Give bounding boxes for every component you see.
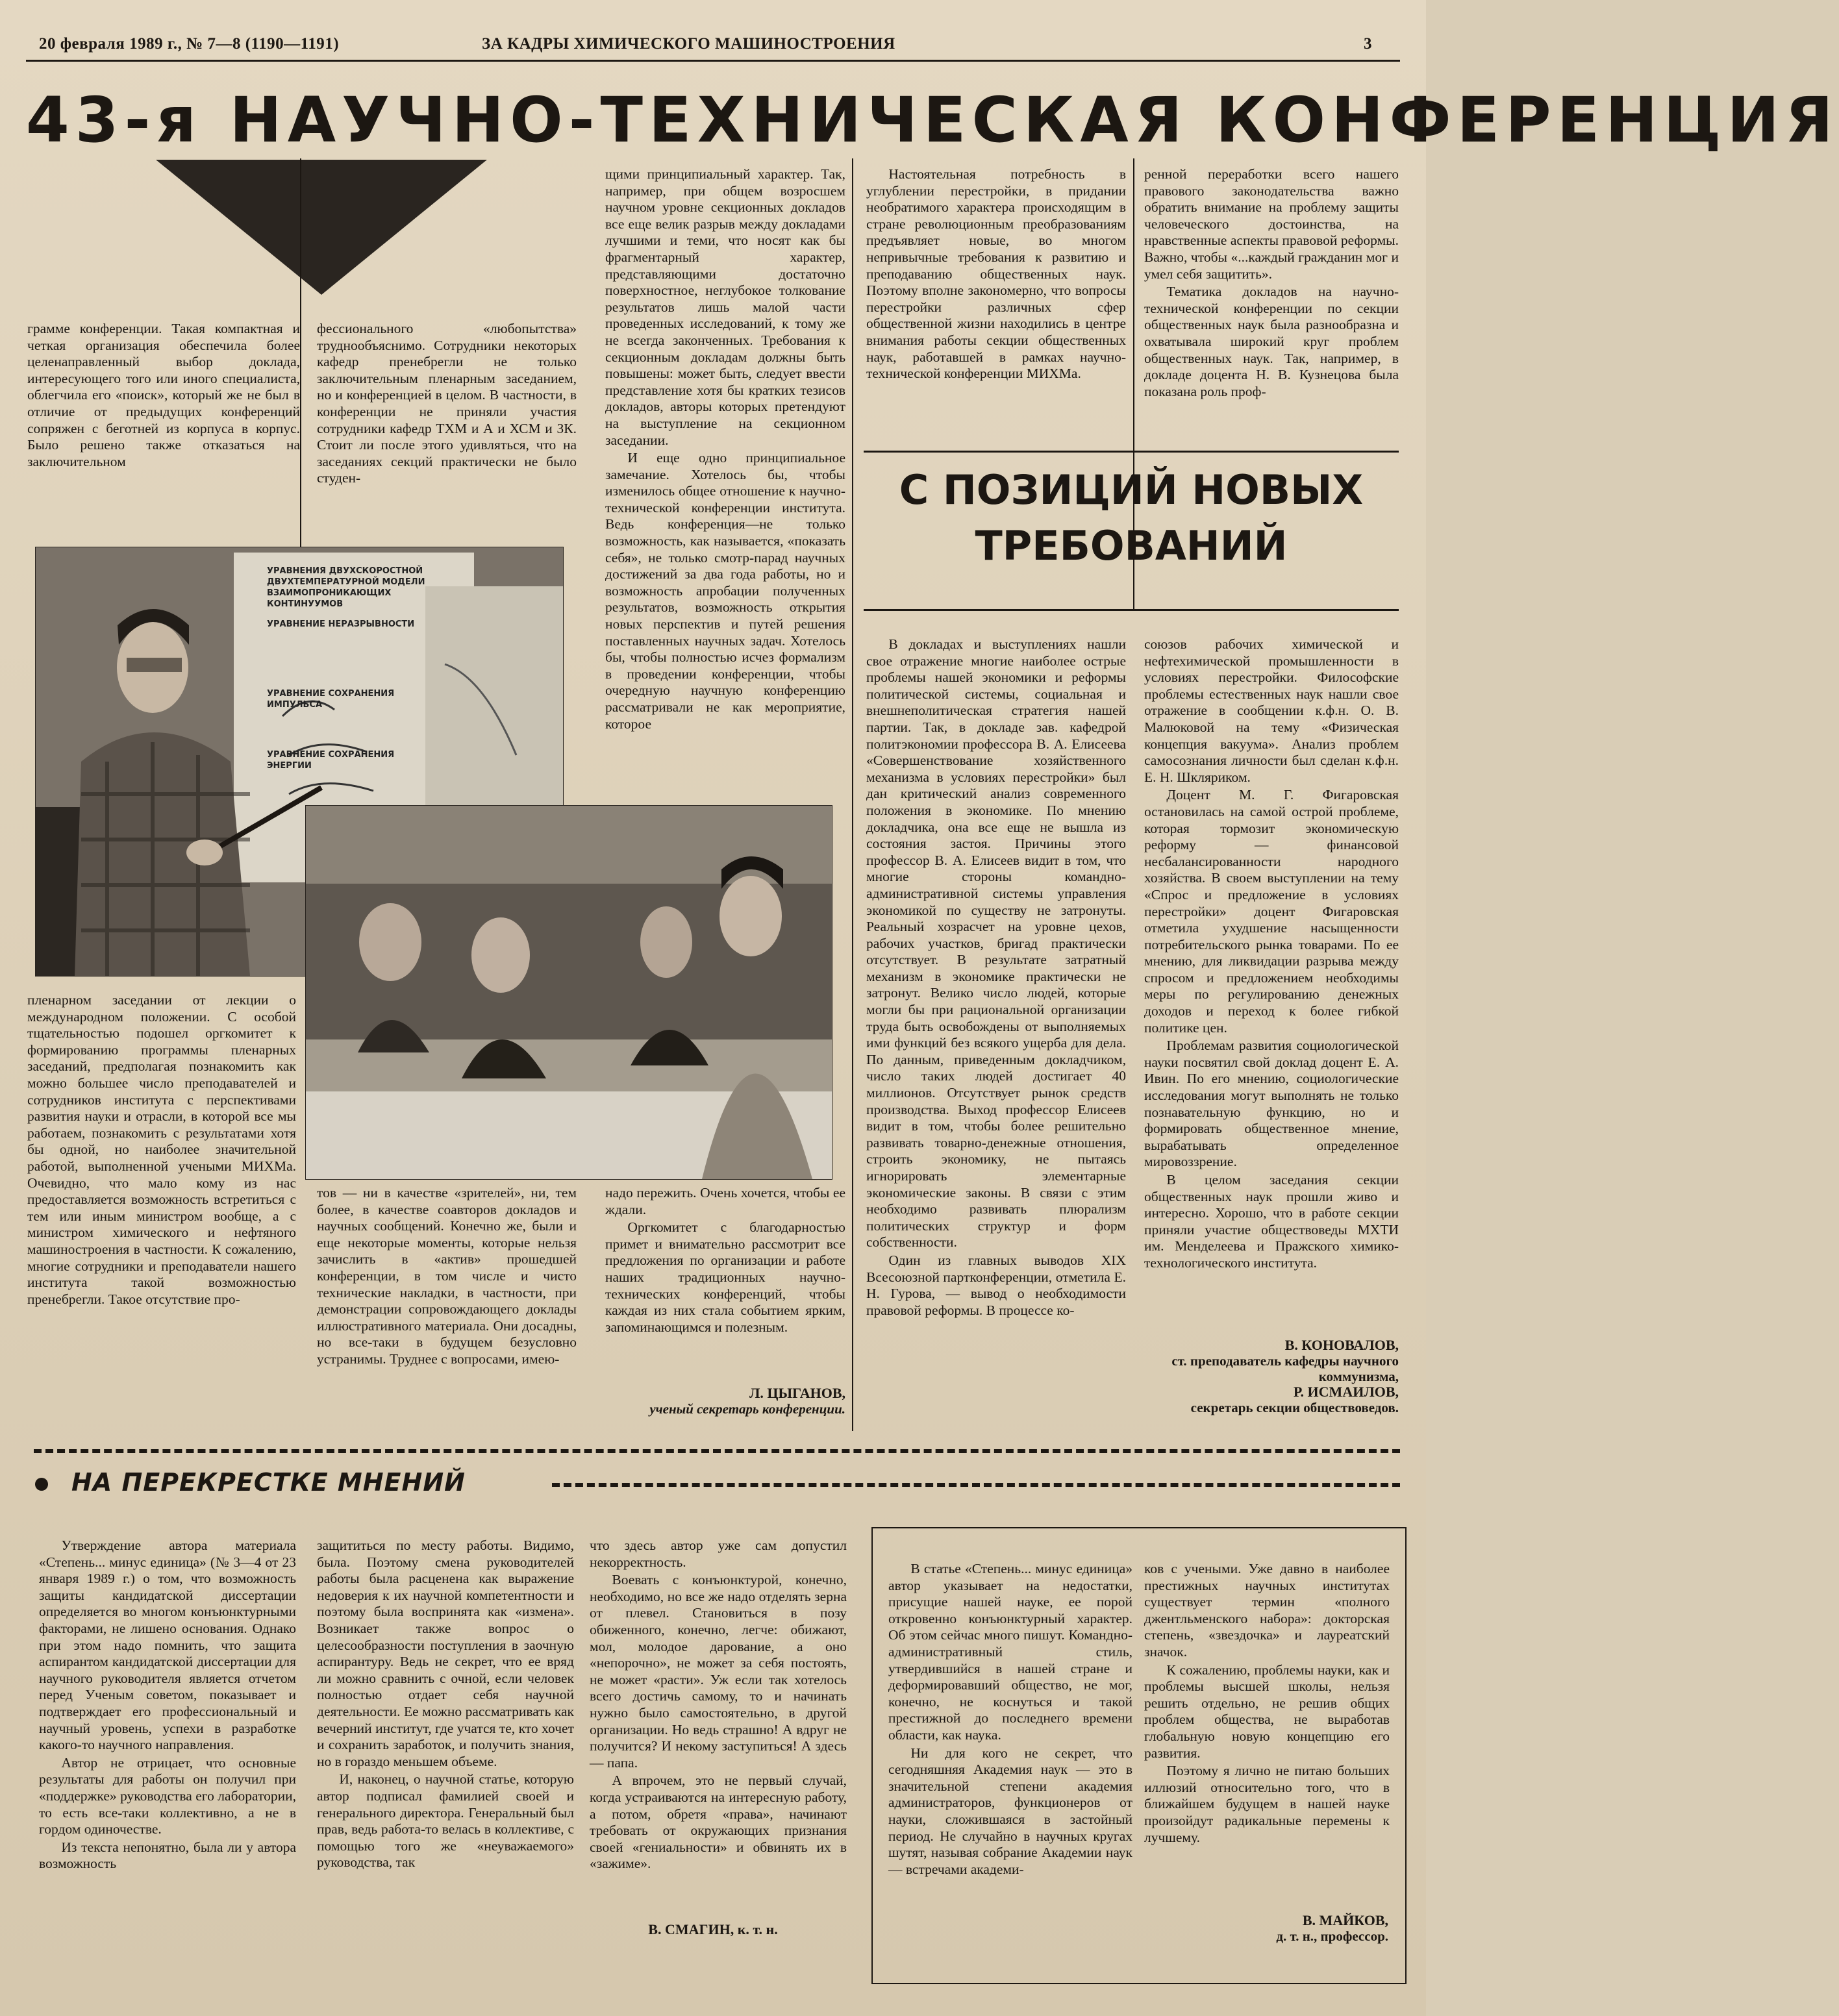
section-rule xyxy=(864,609,1399,611)
crossroads-a1-signature: В. СМАГИН, к. т. н. xyxy=(648,1921,778,1937)
conference-col2-bottom: тов — ни в качестве «зрителей», ни, тем более, в качестве соавторов докладов и научных сообщений. Конечно же, были и еще некоторые моменты, которые нельзя зачислить в «актив» прошедшей конференции, в том числе и чисто технические накладки, в частности, при демонстрации сопровождающего доклады иллюстративного материала. Они досадны, но все-таки в будущем безусловно устранимы. Труднее с вопросами, имею- xyxy=(317,1185,577,1367)
conference-signature: Л. ЦЫГАНОВ, ученый секретарь конференции. xyxy=(649,1385,845,1417)
crossroads-a2-signature: В. МАЙКОВ, д. т. н., профессор. xyxy=(1276,1912,1388,1944)
crossroads-rubric: НА ПЕРЕКРЕСТКЕ МНЕНИЙ xyxy=(71,1468,466,1497)
crossroads-a1-col3: что здесь автор уже сам допустил некорректность. Воевать с конъюнктурой, конечно, необходимо, но все же надо отделять зерна от плевел. Становиться в позу обиженного, конечно, легче: обижают, мол, молодое дарование, а оно «непорочно», не может за себя постоять, не может «расти». Уж если так хотелось всего достичь самому, то и начинать нужно было самостоятельно, в другой организации. Но ведь страшно! А вдруг не получится? И некому заступиться! А здесь — папа. А впрочем, это не первый случай, когда устраиваются на интересную работу, а потом, обретя «права», начинают требовать от окружающих признания своей «гениальности» и обвинять их в «зажиме». xyxy=(590,1537,847,1872)
conference-col1-top: грамме конференции. Такая компактная и четкая организация обеспечила более целенаправленный выбор доклада, интересующего того или иного специалиста, облегчила его «поиск», который же не был в отличие от предыдущих конференций сопряжен с беготней из корпуса в корпус. Было решено также отказаться на заключительном xyxy=(27,321,300,469)
crossroads-a2-col1: В статье «Степень... минус единица» автор указывает на недостатки, присущие нашей науке, ее порой откровенно конъюнктурный характер. Об этом сейчас много пишут. Командно-административный стиль, утвердившийся в нашей стране и деформировавший общество, не мог, конечно, не коснуться и такой престижной до последнего времени области, как наука. Ни для кого не секрет, что сегодняшняя Академия наук — это в значительной степени академия администраторов, функционеров от науки, сложившаяся в застойный период. Не случайно в научных кругах шутят, называя собрание Академии наук — встречами академи- xyxy=(888,1561,1132,1877)
bullet-icon xyxy=(35,1478,48,1491)
conference-headline: 43-я НАУЧНО-ТЕХНИЧЕСКАЯ КОНФЕРЕНЦИЯ xyxy=(26,84,1839,156)
conference-col3-bottom: надо пережить. Очень хочется, чтобы ее ждали. Оргкомитет с благодарностью примет и внимательно рассмотрит все предложения по организации и работе наших традиционных научно-технических конференций, чтобы каждая из них стала событием ярким, запоминающимся и полезным. xyxy=(605,1185,845,1335)
positions-col2-bottom: союзов рабочих химической и нефтехимической промышленности в условиях перестройки. Философские проблемы естественных наук нашли свое отражение в сообщении к.ф.н. О. В. Малюковой на тему «Физическая концепция вакуума». Анализ проблем самосознания личности был сделан к.ф.н. Е. Н. Шкляриком. Доцент М. Г. Фигаровская остановилась на самой острой проблеме, которая тормозит экономическую реформу — финансовой несбалансированности народного хозяйства. В своем выступлении на тему «Спрос и предложение в условиях перестройки» доцент Фигаровская отметила ухудшение насыщенности потребительского рынка товарами. По ее мнению, для ликвидации разрыва между спросом и предложением необходимы меры по регулированию денежных доходов и переход к более гибкой политике цен. Проблемам развития социологической науки посвятил свой доклад доцент Е. А. Ивин. По его мнению, социологические исследования могут выполнять не только познавательную функцию, но и формировать общественное мнение, вырабатывать определенное мировоззрение. В целом заседания секции общественных наук прошли живо и интересно. Хорошо, что в работе секции приняли участие обществоведы МХТИ им. Менделеева и Пражского химико-технологического института. xyxy=(1144,636,1399,1271)
column-rule xyxy=(852,158,853,1431)
conference-col3-top: щими принципиальный характер. Так, например, при общем возросшем научном уровне секционных докладов все еще велик разрыв между докладами лучшими и теми, что носят как бы фрагментарный характер, представляющими достаточно поверхностное, неглубокое толкование результатов лишь малой части проведенных исследований, к тому же не всегда законченных. Требования к секционным докладам должны быть повышены: может быть, следует ввести представление хотя бы кратких тезисов докладов, авторы которых претендуют на выступление на секционном заседании. И еще одно принципиальное замечание. Хотелось бы, чтобы изменилось общее отношение к научно-технической конференции института. Ведь конференция—не только возможность, как называется, «показать себя», не только смотр-парад научных достижений за два года работы, но и возможность апробации полученных результатов, возможность открытия новых перспектив и путей решения поставленных научных задач. Хотелось бы, чтобы полностью исчез формализм в проведении конференции, чтобы очередную научную конференцию рассматривали не как мероприятие, которое xyxy=(605,166,845,732)
conference-col1-bottom: пленарном заседании от лекции о международном положении. С особой тщательностью подошел оргкомитет к формированию программы пленарных заседаний, предполагая познакомить как можно большее число преподавателей и сотрудников института с перспективами развития науки и отрасли, в которой все мы работаем, познакомить с результатами хотя бы одной, но наиболее значительной работой, выполненной учеными МИХМа. Очевидно, что мало кому из нас предоставляется возможность встретиться с тем или иным министром вообще, а с министром химического и нефтяного машиностроения в частности. К сожалению, многие сотрудники и преподаватели нашего института такой возможностью пренебрегли. Такое отсутствие про- xyxy=(27,992,296,1307)
header-rule xyxy=(26,60,1400,62)
conference-col2-top: фессионального «любопытства» труднообъяснимо. Сотрудники некоторых кафедр пренебрегли не только заключительным пленарным заседанием, но и конференцией в целом. В частности, в конференции не приняли участия сотрудники кафедр ТХМ и А и ХСМ и ЗК. Стоит ли после этого удивляться, что на заседаниях секций практически не было студен- xyxy=(317,321,577,486)
positions-signature: В. КОНОВАЛОВ, ст. преподаватель кафедры научного коммунизма, Р. ИСМАИЛОВ, секретарь секции обществоведов. xyxy=(1171,1337,1399,1415)
presidium-photo xyxy=(305,805,832,1180)
positions-col1-top: Настоятельная потребность в углублении перестройки, в придании необратимого характера происходящим в стране революционным преобразованиям предъявляет новые, во многом непривычные требования к развитию и преподаванию общественных наук. Поэтому вполне закономерно, что вопросы перестройки различных сфер общественной жизни находились в центре внимания работы секции общественных наук, работавшей в рамках научно-технической конференции МИХМа. xyxy=(866,166,1126,382)
positions-col1-bottom: В докладах и выступлениях нашли свое отражение многие наиболее острые проблемы нашей экономики и реформы политической системы, социальная и внешнеполитическая стратегия нашей партии. Так, в докладе зав. кафедрой политэкономии профессора В. А. Елисеева «Совершенствование хозяйственного механизма в условиях перестройки» был дан критический анализ современного положения в экономике. По мнению докладчика, она все еще не вышла из состояния застоя. Причины этого профессор В. А. Елисеев видит в том, что многие стороны командно-административной системы управления экономикой по существу не затронуты. Реальный хозрасчет на уровне цехов, рабочих участков, бригад практически отсутствует. В результате затратный механизм в экономике практически не затронут. Велико число людей, которые могли бы при рациональной организации труда быть освобождены от выполняемых ими функций без всякого ущерба для дела. По данным, приведенным докладчиком, число таких людей достигает 40 миллионов. Отсутствует рынок средств производства. Выход профессор Елисеев видит в том, чтобы более решительно развивать товарно-денежные отношения, строить экономику, не пытаясь игнорировать элементарные экономические законы. В связи с этим необходимо развивать плюрализм политических структур и форм собственности. Один из главных выводов XIX Всесоюзной партконференции, отметила Е. Н. Гурова, — вывод о необходимости правовой реформы. В процессе ко- xyxy=(866,636,1126,1318)
blackboard-text: УРАВНЕНИЕ НЕРАЗРЫВНОСТИ xyxy=(267,619,415,629)
crossroads-a1-col1: Утверждение автора материала «Степень... минус единица» (№ 3—4 от 23 января 1989 г.) о том, что возможность защиты кандидатской диссертации определяется во многом конъюнктурными факторами, не лишено основания. Однако при этом надо помнить, что защита аспирантом кандидатской диссертации для научного руководителя является отчетом перед Ученым советом, показывает и подтверждает его профессиональный и научный уровень, успехи в разработке какого-то научного направления. Автор не отрицает, что основные результаты для работы он получил при «поддержке» руководства его лаборатории, то есть все-таки коллективно, а не в гордом одиночестве. Из текста непонятно, была ли у автора возможность xyxy=(39,1537,296,1872)
section-rule xyxy=(864,451,1399,453)
blackboard-text: ВЗАИМОПРОНИКАЮЩИХ КОНТИНУУМОВ xyxy=(267,588,392,609)
blackboard-text: УРАВНЕНИЕ СОХРАНЕНИЯ ЭНЕРГИИ xyxy=(267,750,395,771)
positions-col2-top: ренной переработки всего нашего правового законодательства важно обратить внимание на проблему защиты человеческого достоинства, на нравственные аспекты правовой реформы. Важно, чтобы «...каждый гражданин мог и умел себя защитить». Тематика докладов на научно-технической конференции по секции общественных наук была разнообразна и охватывала широкий круг проблем общественных наук. Так, например, в докладе доцента Н. В. Кузнецова была показана роль проф- xyxy=(1144,166,1399,399)
blackboard-text: ДВУХТЕМПЕРАТУРНОЙ МОДЕЛИ xyxy=(267,577,425,587)
positions-headline: С ПОЗИЦИЙ НОВЫХ ТРЕБОВАНИЙ xyxy=(899,466,1364,569)
dashed-rule xyxy=(34,1449,1400,1453)
dashed-rule xyxy=(552,1483,1400,1487)
newspaper-name: ЗА КАДРЫ ХИМИЧЕСКОГО МАШИНОСТРОЕНИЯ xyxy=(482,35,895,53)
column-rule xyxy=(300,158,301,561)
crossroads-a2-col2: ков с учеными. Уже давно в наиболее престижных научных институтах существует термин «полного джентльменского набора»: докторская степень, «звездочка» и лауреатский значок. К сожалению, проблемы науки, как и проблемы высшей школы, нельзя решить отдельно, не решив общих проблем общества, не выработав глобальную новую концепцию его развития. Поэтому я лично не питаю больших иллюзий относительно того, что в ближайшем будущем в нашей науке произойдут радикальные перемены к лучшему. xyxy=(1144,1561,1390,1845)
crossroads-a1-col2: защититься по месту работы. Видимо, была. Поэтому смена руководителей работы была расценена как выражение недоверия к их научной компетентности и поэтому была воспринята как «измена». Возникает также вопрос о целесообразности поступления в заочную аспирантуру. Ведь не секрет, что ее вряд ли можно сравнить с очной, если человек полностью отдает себя научной деятельности. Ее можно рассматривать как вечерний институт, где учатся те, кто хочет и сохранить заработок, и получить знания, но в гораздо меньшем объеме. И, наконец, о научной статье, которую автор подписал фамилией своей и генерального директора. Генеральный был прав, ведь работа-то велась в коллективе, с помощью того же «неуважаемого» руководства, так xyxy=(317,1537,574,1871)
page-number: 3 xyxy=(1364,35,1372,53)
blackboard-text: УРАВНЕНИЯ ДВУХСКОРОСТНОЙ xyxy=(267,566,423,576)
triangle-ornament xyxy=(156,160,487,296)
blackboard-text: УРАВНЕНИЕ СОХРАНЕНИЯ ИМПУЛЬСА xyxy=(267,689,395,710)
issue-date: 20 февраля 1989 г., № 7—8 (1190—1191) xyxy=(39,35,340,53)
